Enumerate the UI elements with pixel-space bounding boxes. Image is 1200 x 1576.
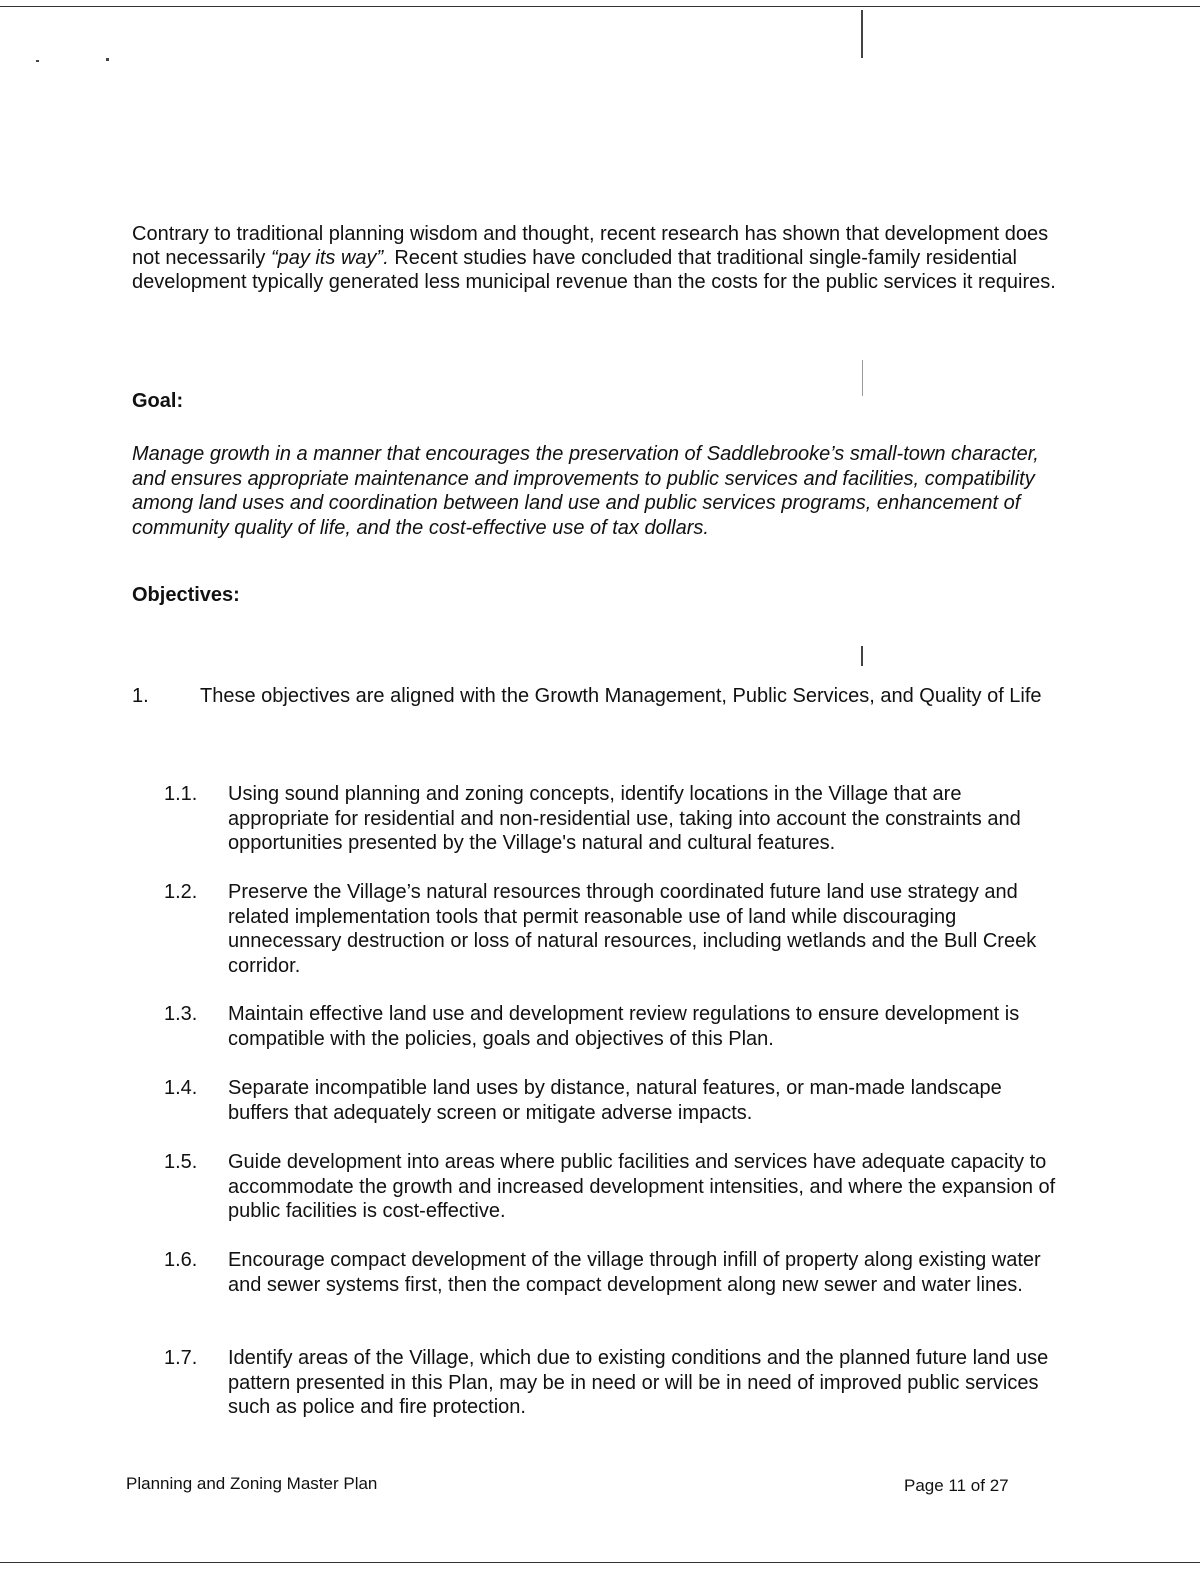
list-item-number: 1.7. — [164, 1347, 198, 1369]
list-item-text: Preserve the Village’s natural resources through coordinated future land use strategy and related implementation tools that permit reasonable use of land while discouraging unnecessary destruction or loss of natural resources, including wetlands and the Bull Creek corridor. — [228, 881, 1037, 977]
intro-emphasis: “pay its way”. — [270, 247, 389, 269]
list-item-text: Using sound planning and zoning concepts, identify locations in the Village that are appropriate for residential and non-residential use, taking into account the constraints and opportunities presented by the Village's natural and cultural features. — [228, 783, 1021, 854]
scan-artifact-dot — [106, 58, 109, 61]
objective-number: 1. — [132, 685, 149, 707]
list-item-number: 1.4. — [164, 1077, 198, 1099]
list-item-number: 1.1. — [164, 783, 198, 805]
top-scan-border — [0, 6, 1200, 7]
goal-statement: Manage growth in a manner that encourages the preservation of Saddlebrooke’s small-town character, and ensures appropriate maintenance and improvements to public services and facilities, compatibility among land uses and coordination between land use and public services programs, enhancement of community quality of life, and the cost-effective use of tax dollars. — [132, 443, 1039, 539]
footer-document-title: Planning and Zoning Master Plan — [126, 1474, 378, 1493]
intro-text-end: Recent studies have concluded that traditional single-family residential development typically generated less municipal revenue than the costs for the public services it requires. — [132, 247, 1056, 293]
list-item-number: 1.5. — [164, 1151, 198, 1173]
list-item-number: 1.2. — [164, 881, 198, 903]
bottom-scan-border — [0, 1562, 1200, 1563]
list-item-text: Separate incompatible land uses by distance, natural features, or man-made landscape buffers that adequately screen or mitigate adverse impacts. — [228, 1077, 1002, 1124]
list-item-number: 1.3. — [164, 1003, 198, 1025]
footer-page-number: Page 11 of 27 — [904, 1476, 1009, 1495]
intro-text-start: Contrary to traditional planning wisdom and thought, recent research has shown that development does not necessarily — [132, 223, 1049, 269]
objectives-heading: Objectives: — [132, 584, 240, 606]
list-item-text: Identify areas of the Village, which due to existing conditions and the planned future land use pattern presented in this Plan, may be in need or will be in need of improved public services such as police and fire protection. — [228, 1347, 1049, 1418]
scan-artifact-mark — [861, 646, 863, 666]
list-item-text: Encourage compact development of the village through infill of property along existing water and sewer systems first, then the compact development along new sewer and water lines. — [228, 1249, 1041, 1296]
list-item-text: Maintain effective land use and development review regulations to ensure development is compatible with the policies, goals and objectives of this Plan. — [228, 1003, 1020, 1050]
scan-artifact-mark — [862, 360, 863, 396]
goal-heading: Goal: — [132, 390, 184, 412]
intro-paragraph — [132, 222, 1062, 294]
list-item-text: Guide development into areas where public facilities and services have adequate capacity to accommodate the growth and increased development intensities, and where the expansion of public facilities is cost-effective. — [228, 1151, 1056, 1222]
scan-artifact-mark — [861, 10, 863, 58]
list-item-number: 1.6. — [164, 1249, 198, 1271]
objective-text: These objectives are aligned with the Growth Management, Public Services, and Quality of Life — [200, 685, 1042, 707]
scan-artifact-dot — [36, 60, 39, 62]
